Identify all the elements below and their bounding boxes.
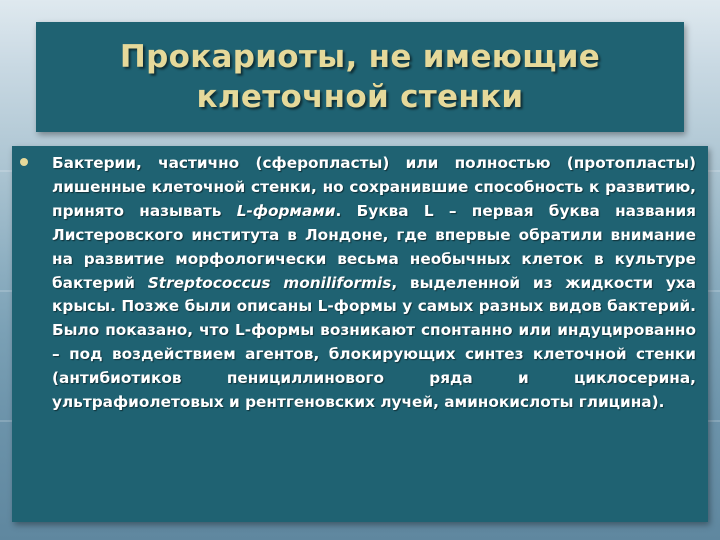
slide-title <box>120 37 600 117</box>
bullet-icon <box>20 158 28 166</box>
body-italic-species: Streptococcus moniliformis <box>147 273 392 292</box>
content-panel <box>12 146 708 522</box>
title-panel <box>36 22 684 132</box>
slide-title-line2: клеточной стенки <box>196 79 524 115</box>
body-italic-l-forms: L-формами <box>236 201 336 220</box>
slide-title-line1: Прокариоты, не имеющие <box>119 39 601 75</box>
body-text-part3: , выделенной из жидкости уха крысы. Позже были описаны L-формы у самых разных видов бактерий. Было показано, что L-формы возникают спонтанно или индуцированно – под воздействием агентов, блокирующих синтез клеточной стенки (антибиотиков пенициллинового ряда и циклосерина, ультрафиолетовых и рентгеновских лучей, аминокислоты глицина). <box>52 273 696 412</box>
body-text-part1: Бактерии, частично (сферопласты) или полностью (протопласты) лишенные клеточной стенки, но сохранившие способность к развитию, принято называть <box>52 154 696 220</box>
body-text-part2: . Буква L – первая буква названия Листеровского института в Лондоне, где впервые обратили внимание на развитие морфологически весьма необычных клеток в культуре бактерий <box>52 201 696 292</box>
body-paragraph <box>52 152 696 415</box>
